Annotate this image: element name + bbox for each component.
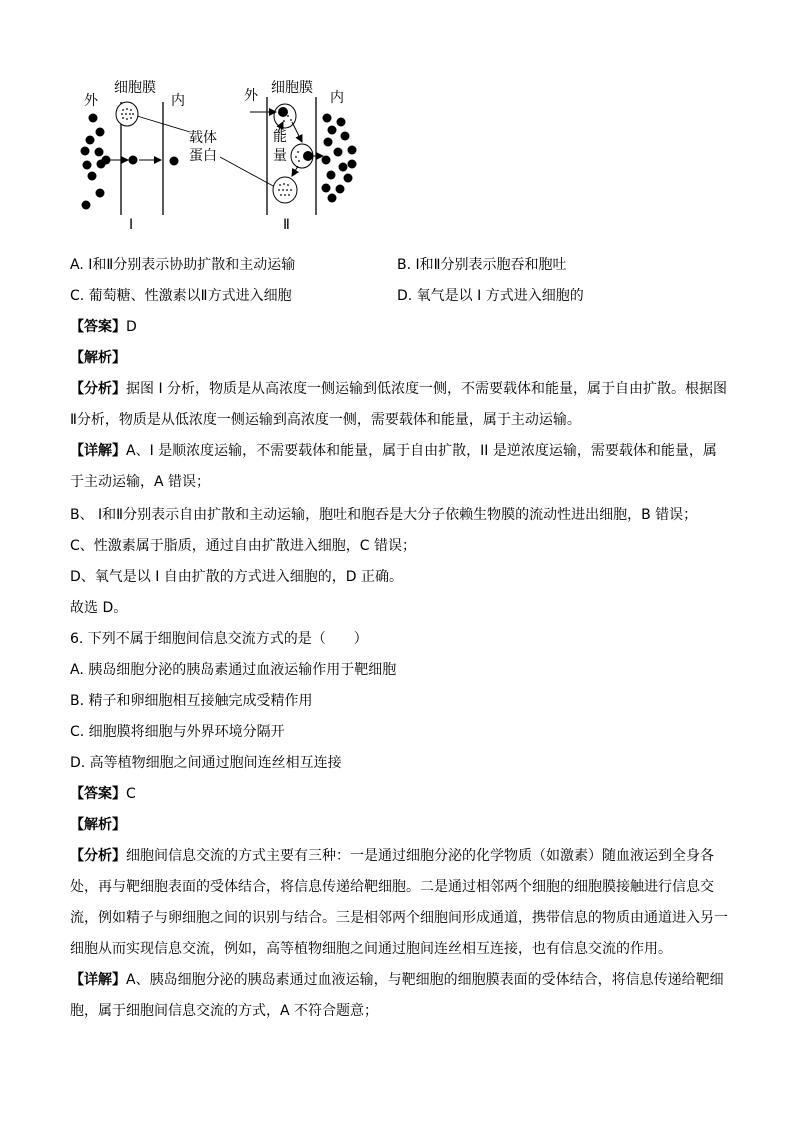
panel2-inside-label: 内 [330, 90, 344, 106]
panel2-membrane-label: 细胞膜 [271, 80, 313, 96]
q6-answer [70, 784, 136, 804]
xiangjie-text: A、I 是顺浓度运输，不需要载体和能量，属于自由扩散，II 是逆浓度运输，需要载体和能量，属于主动运输，A 错误； [70, 443, 717, 490]
q5-option-d: D. 氧气是以 I 方式进入细胞的 [397, 288, 584, 304]
panel1-inside-label: 内 [171, 93, 185, 109]
q6-option-b: B. 精子和卵细胞相互接触完成受精作用 [70, 693, 313, 709]
fenxi-text: 细胞间信息交流的方式主要有三种：一是通过细胞分泌的化学物质（如激素）随血液运到全身各处，再与靶细胞表面的受体结合，将信息传递给靶细胞。二是通过相邻两个细胞的细胞膜接触进行信息交流，例如精子与卵细胞之间的识别与结合。三是相邻两个细胞间形成通道，携带信息的物质由通道进入另一细胞从而实现信息交流，例如，高等植物细胞之间通过胞间连丝相互连接，也有信息交流的作用。 [70, 848, 728, 957]
q5-explain-d: D、氧气是以 I 自由扩散的方式进入细胞的，D 正确。 [70, 569, 404, 585]
xiangjie-label: 【详解】 [70, 972, 126, 988]
q5-analysis-label: 【解析】 [70, 350, 126, 366]
q5-explain-b: B、 I和Ⅱ分别表示自由扩散和主动运输，胞吐和胞吞是大分子依赖生物膜的流动性进出细胞，B 错误； [70, 507, 698, 523]
panel1-inside-molecule [170, 157, 179, 166]
panel1-outside-label: 外 [84, 93, 98, 109]
panel1-carrier [116, 102, 138, 126]
panel1-numeral: I [129, 217, 134, 233]
xiangjie-text: A、胰岛细胞分泌的胰岛素通过血液运输，与靶细胞的细胞膜表面的受体结合，将信息传递给靶细胞，属于细胞间信息交流的方式，A 不符合题意； [70, 972, 724, 1019]
answer-label: 【答案】 [70, 786, 126, 802]
answer-label: 【答案】 [70, 319, 126, 335]
q5-explain-c: C、性激素属于脂质，通过自由扩散进入细胞，C 错误； [70, 538, 416, 554]
q6-analysis-label: 【解析】 [70, 817, 126, 833]
carrier-label-2: 蛋白 [189, 148, 217, 164]
q6-option-c: C. 细胞膜将细胞与外界环境分隔开 [70, 724, 285, 740]
fenxi-text: 据图 I 分析，物质是从高浓度一侧运输到低浓度一侧，不需要载体和能量，属于自由扩散。根据图Ⅱ分析，物质是从低浓度一侧运输到高浓度一侧，需要载体和能量，属于主动运输。 [70, 381, 728, 428]
energy-label-2: 量 [273, 148, 287, 164]
q5-option-c: C. 葡萄糖、性激素以Ⅱ方式进入细胞 [70, 288, 292, 304]
answer-value: C [126, 786, 136, 802]
energy-label-1: 能 [273, 129, 287, 145]
q6-option-a: A. 胰岛细胞分泌的胰岛素通过血液运输作用于靶细胞 [70, 662, 397, 678]
q5-option-a: A. I和Ⅱ分别表示协助扩散和主动运输 [70, 257, 296, 273]
q6-xiangjie [70, 965, 730, 1027]
transport-diagram [70, 72, 410, 237]
panel1-transit-molecule [129, 156, 138, 165]
q5-fenxi [70, 374, 730, 436]
transport-diagram-svg [70, 72, 410, 237]
answer-value: D [126, 319, 137, 335]
fenxi-label: 【分析】 [70, 381, 126, 397]
xiangjie-label: 【详解】 [70, 443, 126, 459]
q5-answer [70, 317, 137, 337]
carrier-label-1: 载体 [189, 130, 217, 146]
fenxi-label: 【分析】 [70, 848, 126, 864]
panel1-outside-molecules [81, 114, 111, 210]
panel2-carrier-bottom [273, 177, 297, 203]
panel2-numeral: Ⅱ [283, 217, 290, 233]
q5-xiangjie [70, 436, 730, 498]
q5-choose: 故选 D。 [70, 600, 128, 616]
q6-option-d: D. 高等植物细胞之间通过胞间连丝相互连接 [70, 755, 342, 771]
q6-fenxi [70, 841, 730, 965]
panel2-inside-molecules [322, 114, 357, 203]
q5-option-b: B. I和Ⅱ分别表示胞吞和胞吐 [397, 257, 567, 273]
panel2-outside-label: 外 [244, 88, 258, 104]
q6-stem: 6. 下列不属于细胞间信息交流方式的是（ ） [70, 631, 368, 647]
panel1-membrane-label: 细胞膜 [114, 80, 156, 96]
